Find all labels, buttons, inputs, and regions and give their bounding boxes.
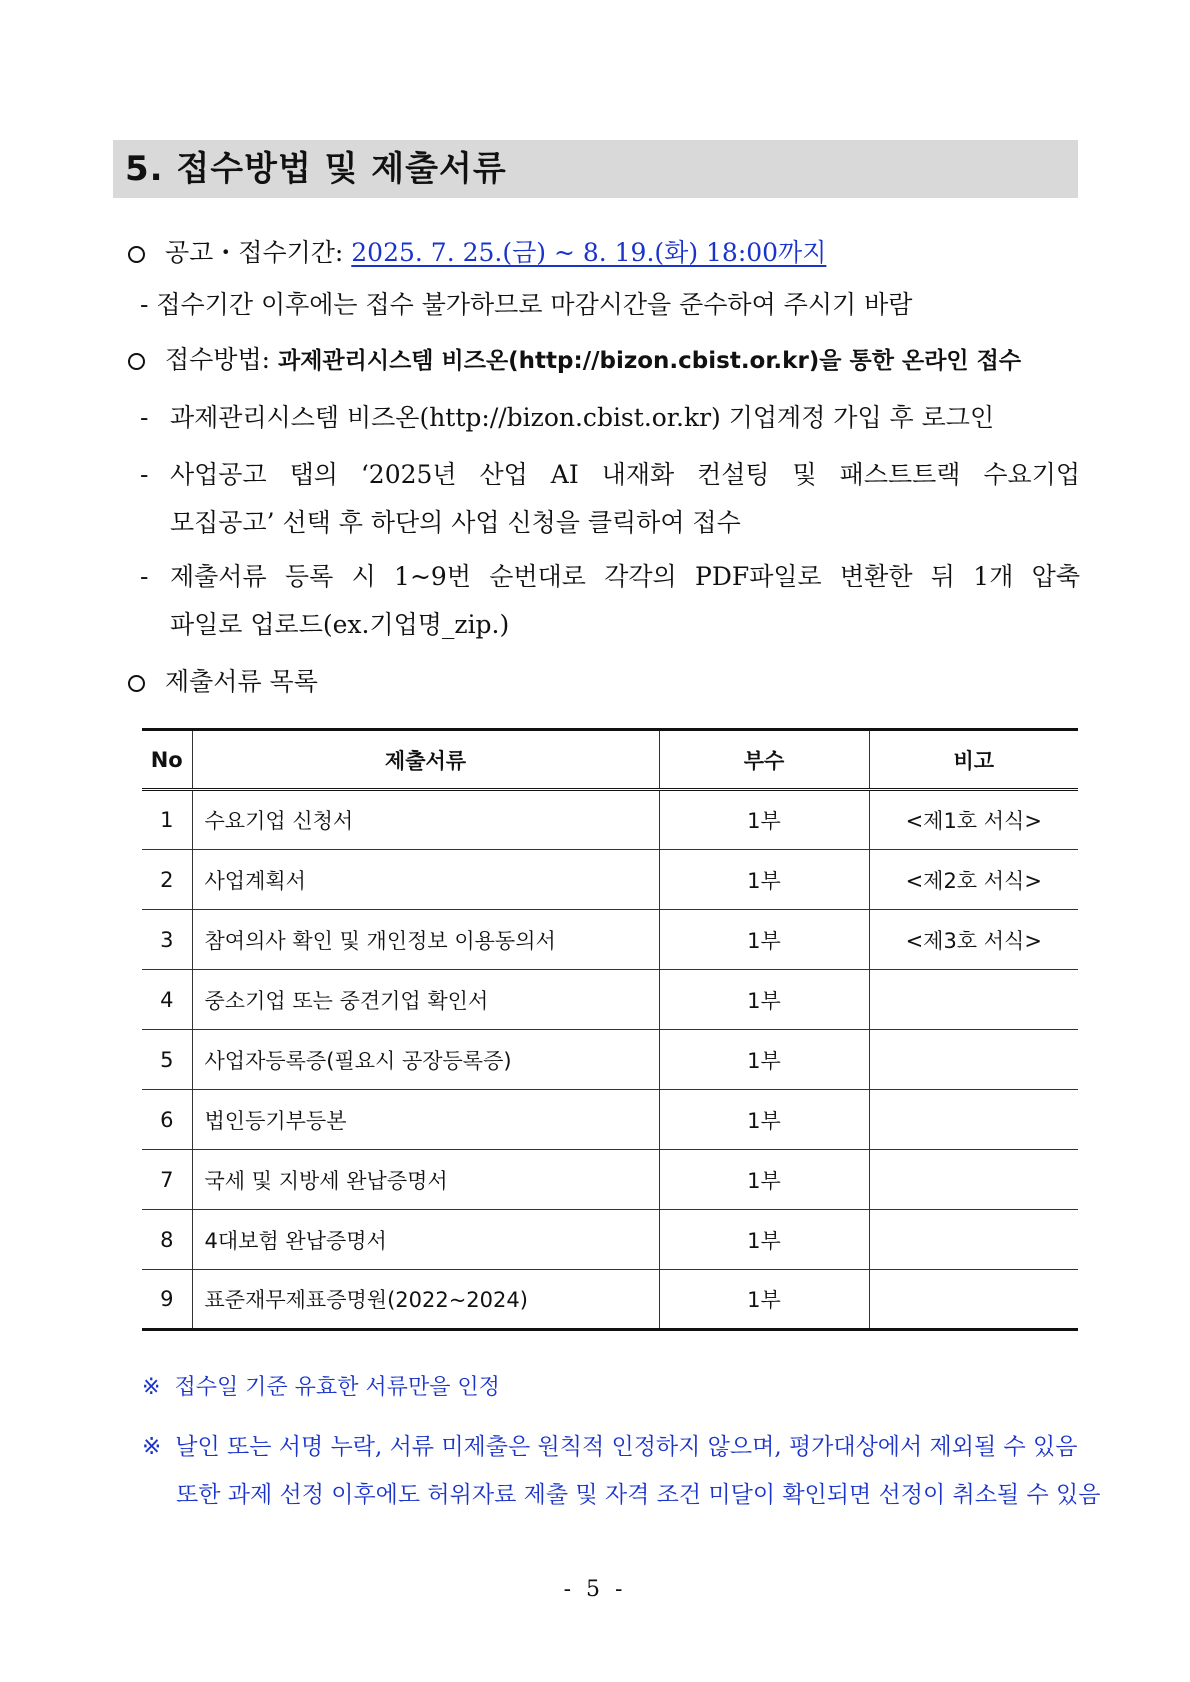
cell-no: 5 (142, 1030, 192, 1090)
method-item-text-line2: 파일로 업로드(ex.기업명_zip.) (170, 610, 510, 639)
cell-count: 1부 (659, 1210, 869, 1270)
cell-doc: 사업자등록증(필요시 공장등록증) (192, 1030, 659, 1090)
table-row (142, 790, 1078, 850)
cell-doc: 표준재무제표증명원(2022~2024) (192, 1270, 659, 1330)
cell-no: 4 (142, 970, 192, 1030)
method-value: 과제관리시스템 비즈온(http://bizon.cbist.or.kr)을 통한 온라인 접수 (277, 348, 1022, 374)
note-valid-only (142, 1373, 500, 1403)
cell-doc: 수요기업 신청서 (192, 790, 659, 850)
list-title: 제출서류 목록 (165, 667, 318, 696)
method-item-text-line1: 제출서류 등록 시 1~9번 순번대로 각각의 PDF파일로 변환한 뒤 1개 압축 (170, 562, 1080, 591)
cell-count: 1부 (659, 910, 869, 970)
cell-doc: 법인등기부등본 (192, 1090, 659, 1150)
table-row (142, 910, 1078, 970)
cell-note (869, 1090, 1078, 1150)
cell-count: 1부 (659, 1270, 869, 1330)
reference-mark-icon: ※ (142, 1375, 161, 1400)
circle-bullet-icon (128, 353, 145, 370)
table-row (142, 1270, 1078, 1330)
note-warning-line1: 날인 또는 서명 누락, 서류 미제출은 원칙적 인정하지 않으며, 평가대상에서 제외될 수 있음 (175, 1434, 1078, 1460)
method-item-text-line1: 사업공고 탭의 ‘2025년 산업 AI 내재화 컨설팅 및 패스트트랙 수요기업 (170, 460, 1080, 489)
method-bullet (128, 343, 1021, 378)
cell-no: 2 (142, 850, 192, 910)
reference-mark-icon: ※ (142, 1434, 162, 1460)
cell-note (869, 1150, 1078, 1210)
table-row (142, 850, 1078, 910)
note-valid-only-text: 접수일 기준 유효한 서류만을 인정 (174, 1375, 500, 1400)
cell-doc: 중소기업 또는 중견기업 확인서 (192, 970, 659, 1030)
cell-count: 1부 (659, 850, 869, 910)
dash-mark: - (140, 403, 149, 432)
table-row (142, 970, 1078, 1030)
documents-table (142, 728, 1078, 1331)
table-row (142, 1090, 1078, 1150)
cell-note: <제1호 서식> (869, 790, 1078, 850)
header-note: 비고 (869, 730, 1078, 790)
period-label: 공고・접수기간: (165, 238, 344, 267)
cell-doc: 참여의사 확인 및 개인정보 이용동의서 (192, 910, 659, 970)
method-label: 접수방법: (165, 345, 271, 374)
section-title: 5. 접수방법 및 제출서류 (113, 140, 1078, 198)
cell-no: 8 (142, 1210, 192, 1270)
method-item-text: 과제관리시스템 비즈온(http://bizon.cbist.or.kr) 기업계정 가입 후 로그인 (170, 403, 995, 432)
note-warning (142, 1432, 1077, 1462)
header-doc: 제출서류 (192, 730, 659, 790)
cell-doc: 사업계획서 (192, 850, 659, 910)
cell-no: 9 (142, 1270, 192, 1330)
method-item-1 (140, 394, 1080, 442)
header-no: No (142, 730, 192, 790)
period-note: - 접수기간 이후에는 접수 불가하므로 마감시간을 준수하여 주시기 바람 (140, 290, 913, 319)
cell-count: 1부 (659, 970, 869, 1030)
circle-bullet-icon (128, 675, 145, 692)
method-item-text-line2: 모집공고’ 선택 후 하단의 사업 신청을 클릭하여 접수 (170, 508, 741, 537)
header-count: 부수 (659, 730, 869, 790)
cell-note (869, 970, 1078, 1030)
dash-mark: - (140, 562, 149, 591)
cell-doc: 4대보험 완납증명서 (192, 1210, 659, 1270)
dash-mark: - (140, 460, 149, 489)
cell-no: 6 (142, 1090, 192, 1150)
cell-note (869, 1210, 1078, 1270)
cell-note: <제2호 서식> (869, 850, 1078, 910)
page-number: - 5 - (563, 1577, 627, 1602)
table-header-row (142, 730, 1078, 790)
method-item-3 (140, 553, 1080, 649)
list-bullet (128, 665, 318, 699)
method-item-2 (140, 451, 1080, 547)
cell-count: 1부 (659, 790, 869, 850)
cell-no: 1 (142, 790, 192, 850)
cell-doc: 국세 및 지방세 완납증명서 (192, 1150, 659, 1210)
cell-no: 7 (142, 1150, 192, 1210)
period-value: 2025. 7. 25.(금) ~ 8. 19.(화) 18:00까지 (351, 238, 827, 267)
cell-note (869, 1030, 1078, 1090)
cell-count: 1부 (659, 1090, 869, 1150)
cell-note: <제3호 서식> (869, 910, 1078, 970)
cell-count: 1부 (659, 1030, 869, 1090)
table-row (142, 1150, 1078, 1210)
cell-note (869, 1270, 1078, 1330)
cell-no: 3 (142, 910, 192, 970)
note-warning-line2: 또한 과제 선정 이후에도 허위자료 제출 및 자격 조건 미달이 확인되면 선정이 취소될 수 있음 (176, 1482, 1101, 1508)
table-row (142, 1210, 1078, 1270)
cell-count: 1부 (659, 1150, 869, 1210)
period-bullet (128, 236, 826, 270)
circle-bullet-icon (128, 246, 145, 263)
table-row (142, 1030, 1078, 1090)
